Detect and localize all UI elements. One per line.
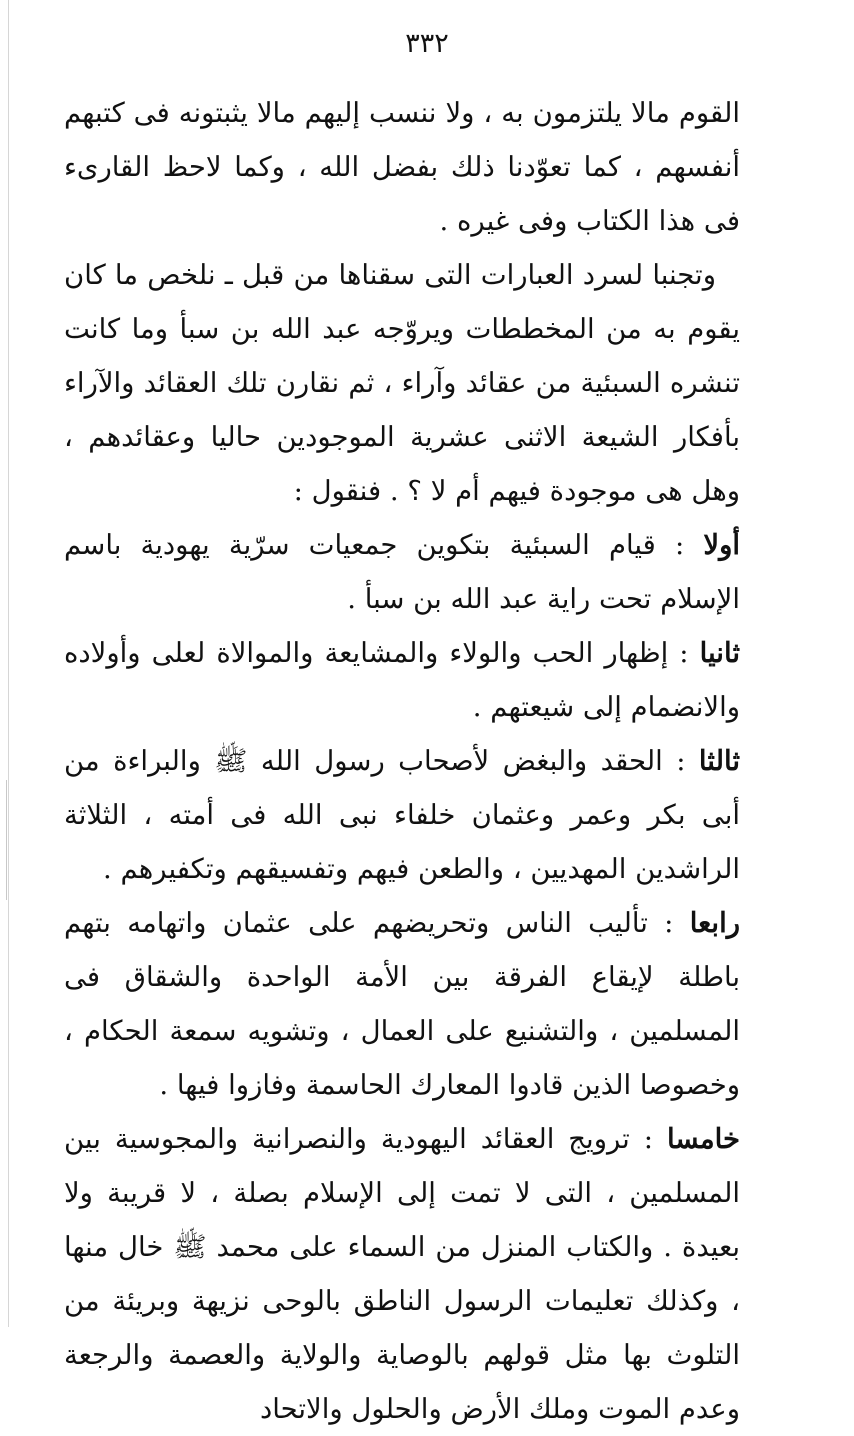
point-1-lead: أولا [703,529,740,561]
point-2 [64,626,740,734]
page-edge-mark [6,780,7,900]
page-number: ٣٣٢ [405,28,449,59]
point-1-text: : قيام السبئية بتكوين جمعيات سرّية يهودية باسم الإسلام تحت راية عبد الله بن سبأ . [64,529,740,615]
point-3 [64,734,740,896]
paragraph-1-text: القوم مالا يلتزمون به ، ولا ننسب إليهم مالا يثبتونه فى كتبهم أنفسهم ، كما تعوّدنا ذلك بفضل الله ، وكما لاحظ القارىء فى هذا الكتاب وفى غيره . [64,97,740,237]
point-2-text: : إظهار الحب والولاء والمشايعة والموالاة لعلى وأولاده والانضمام إلى شيعتهم . [64,637,740,723]
paragraph-2 [64,248,740,518]
paragraph-1 [64,86,740,248]
body-text [64,86,740,1436]
point-5-text: : ترويج العقائد اليهودية والنصرانية والمجوسية بين المسلمين ، التى لا تمت إلى الإسلام بصلة ، لا قريبة ولا بعيدة . والكتاب المنزل من السماء على محمد ﷺ خال منها ، وكذلك تعليمات الرسول الناطق بالوحى نزيهة وبريئة من التلوث بها مثل قولهم بالوصاية والولاية والعصمة والرجعة وعدم الموت وملك الأرض والحلول والاتحاد [64,1123,740,1425]
point-1 [64,518,740,626]
point-2-lead: ثانيا [699,637,740,669]
paragraph-2-text: وتجنبا لسرد العبارات التى سقناها من قبل ـ نلخص ما كان يقوم به من المخططات ويروّجه عبد الله بن سبأ وما كانت تنشره السبئية من عقائد وآراء ، ثم نقارن تلك العقائد والآراء بأفكار الشيعة الاثنى عشرية الموجودين حاليا وعقائدهم ، وهل هى موجودة فيهم أم لا ؟ . فنقول : [64,259,740,507]
point-3-text: : الحقد والبغض لأصحاب رسول الله ﷺ والبراءة من أبى بكر وعمر وعثمان خلفاء نبى الله فى أمته ، الثلاثة الراشدين المهديين ، والطعن فيهم وتفسيقهم وتكفيرهم . [64,745,740,885]
point-5-lead: خامسا [666,1123,740,1155]
point-4 [64,896,740,1112]
point-3-lead: ثالثا [698,745,740,777]
point-5 [64,1112,740,1436]
point-4-text: : تأليب الناس وتحريضهم على عثمان واتهامه بتهم باطلة لإيقاع الفرقة بين الأمة الواحدة والشقاق فى المسلمين ، والتشنيع على العمال ، وتشويه سمعة الحكام ، وخصوصا الذين قادوا المعارك الحاسمة وفازوا فيها . [64,907,740,1101]
point-4-lead: رابعا [689,907,740,939]
page-edge-rule [8,0,9,1327]
